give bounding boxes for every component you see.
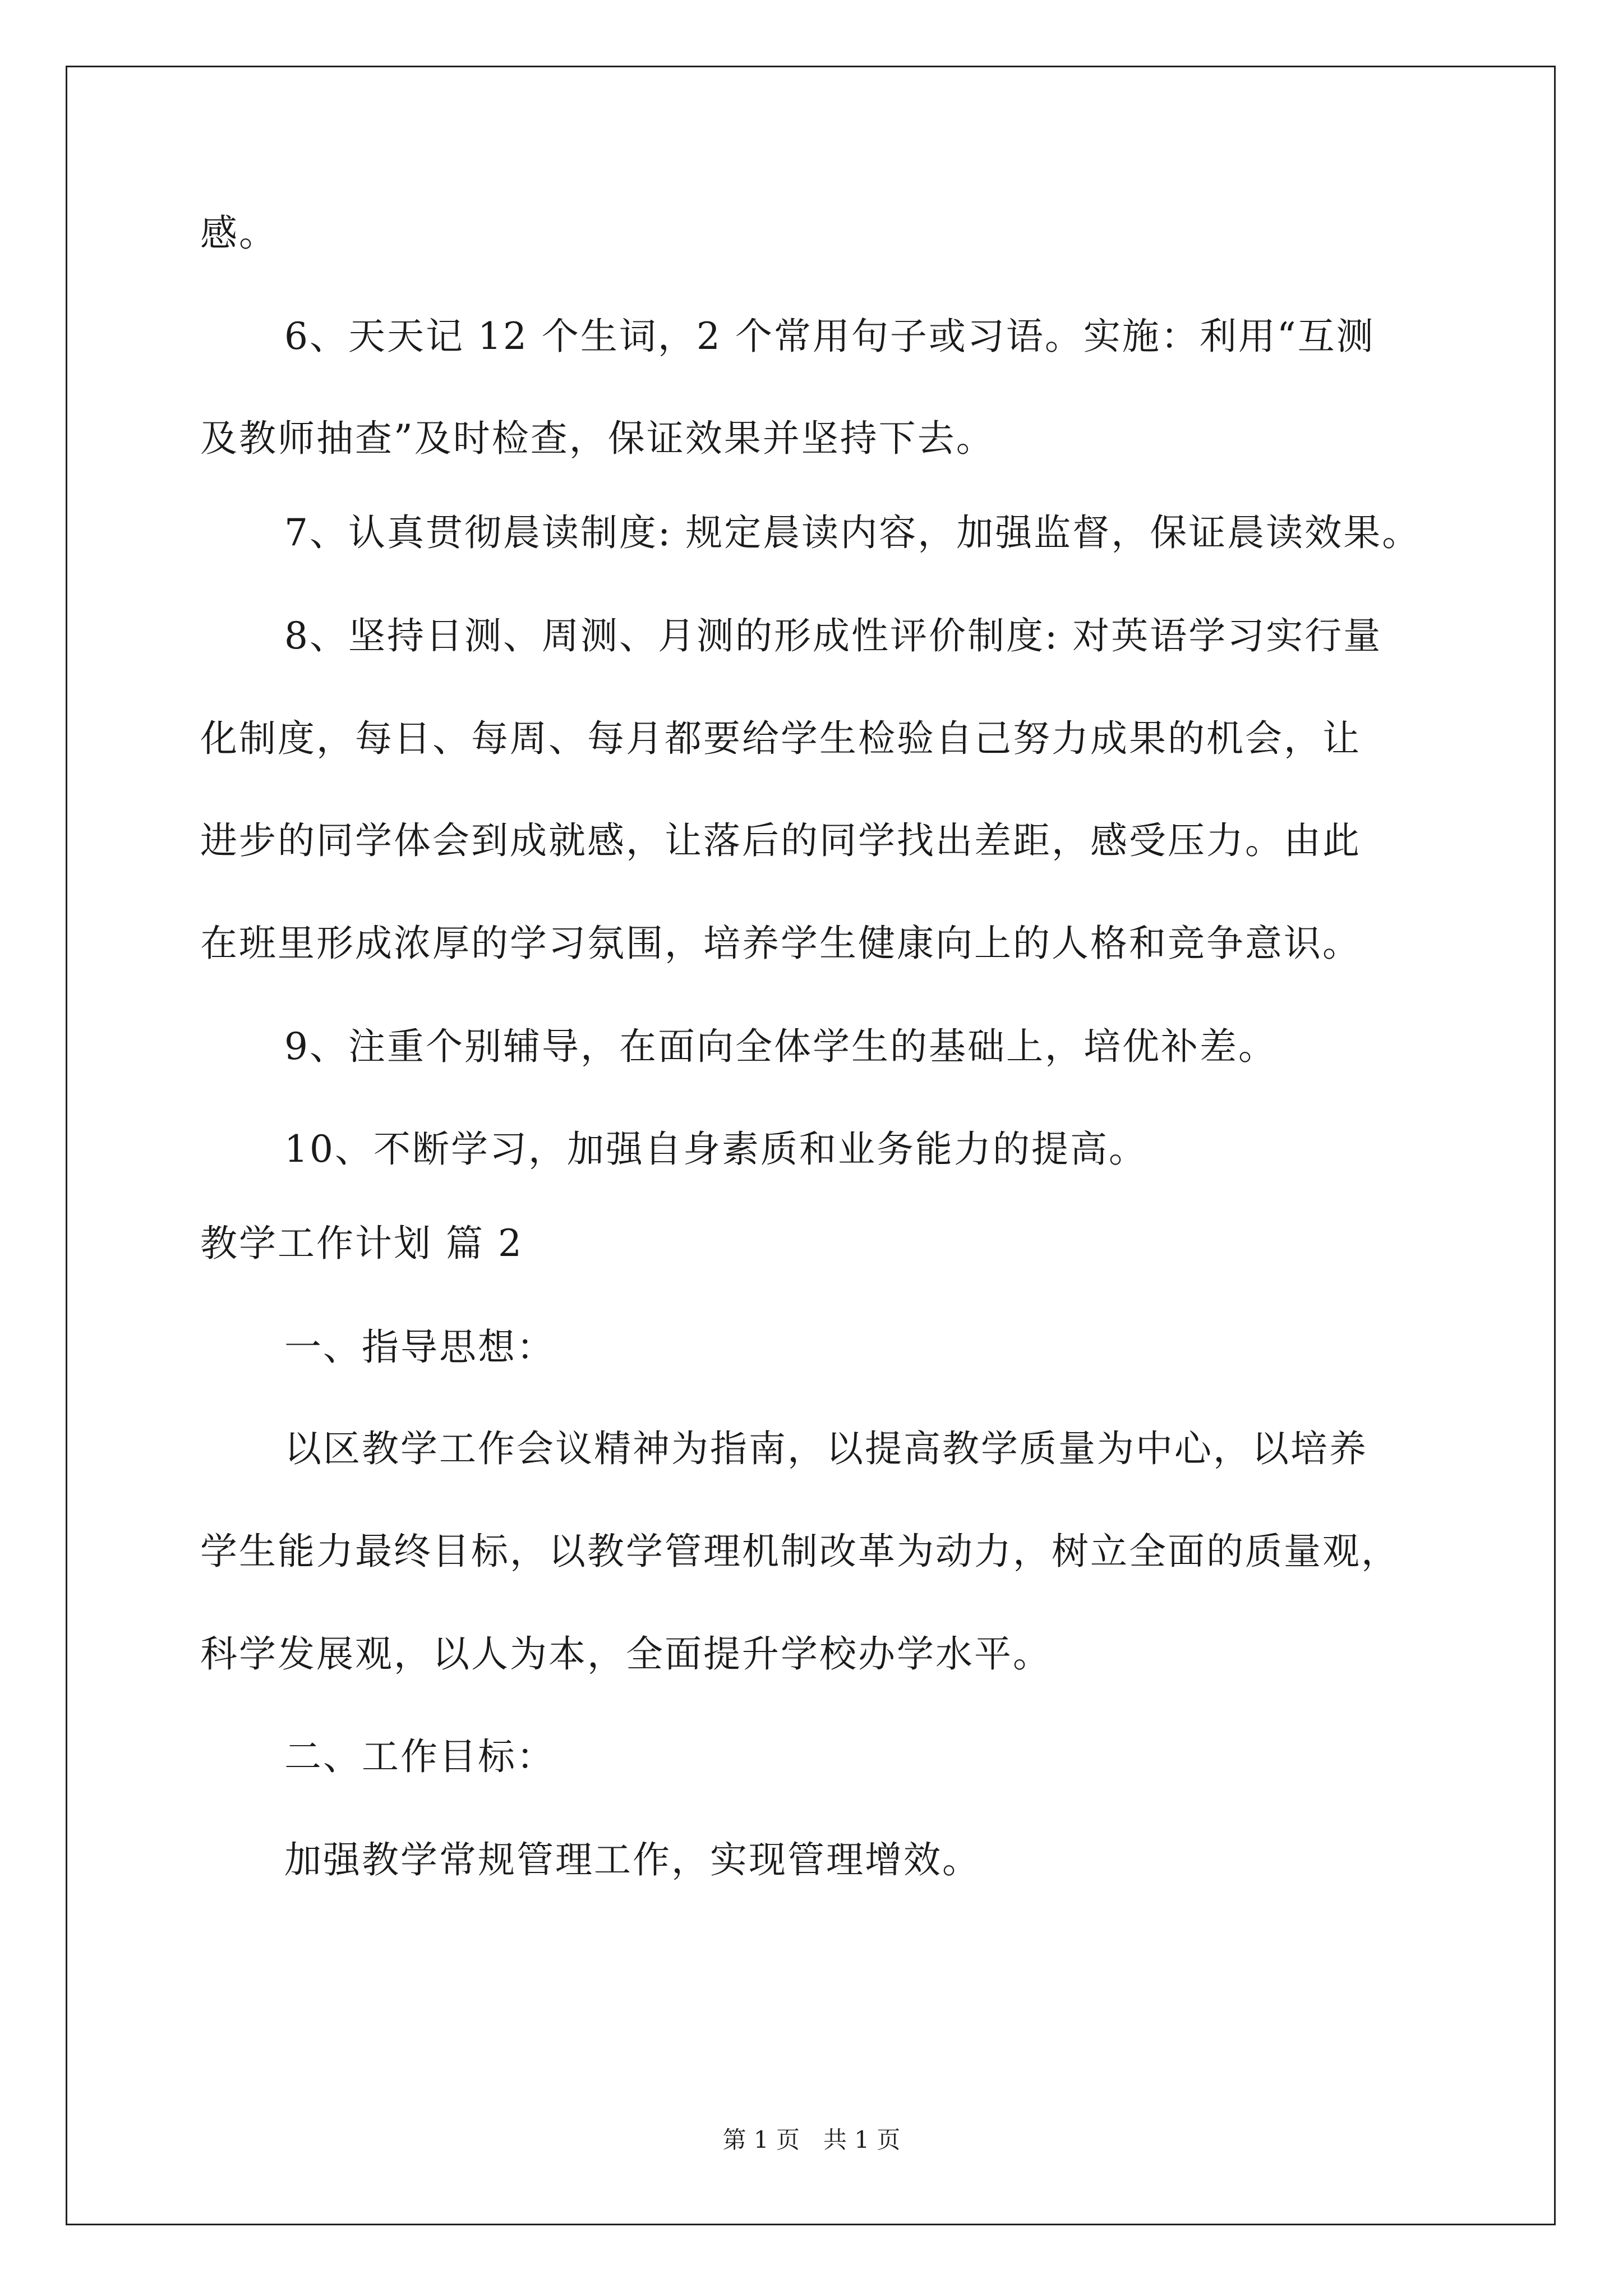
paragraph-line: 在班里形成浓厚的学习氛围，培养学生健康向上的人格和竞争意识。 [200,922,1361,965]
paragraph-line: 8、坚持日测、周测、月测的形成性评价制度: 对英语学习实行量 [284,614,1382,657]
paragraph-line: 以区教学工作会议精神为指南，以提高教学质量为中心，以培养 [284,1427,1368,1470]
paragraph-line: 9、注重个别辅导，在面向全体学生的基础上，培优补差。 [284,1025,1277,1068]
subheading: 二、工作目标： [284,1735,555,1778]
paragraph-line: 6、天天记 12 个生词，2 个常用句子或习语。实施：利用“互测 [284,315,1375,358]
paragraph-line: 感。 [200,211,278,255]
subheading: 一、指导思想： [284,1326,555,1369]
section-heading: 教学工作计划 篇 2 [200,1222,523,1265]
paragraph-line: 学生能力最终目标，以教学管理机制改革为动力，树立全面的质量观， [200,1530,1400,1573]
paragraph-line: 7、认真贯彻晨读制度: 规定晨读内容，加强监督，保证晨读效果。 [284,511,1421,554]
paragraph-line: 进步的同学体会到成就感，让落后的同学找出差距，感受压力。由此 [200,819,1361,862]
page-number: 第 1 页 共 1 页 [722,2126,901,2154]
paragraph-line: 加强教学常规管理工作，实现管理增效。 [284,1838,981,1881]
paragraph-line: 科学发展观，以人为本，全面提升学校办学水平。 [200,1632,1052,1676]
paragraph-line: 化制度，每日、每周、每月都要给学生检验自己努力成果的机会，让 [200,717,1361,760]
paragraph-line: 及教师抽查”及时检查，保证效果并坚持下去。 [200,417,995,460]
paragraph-line: 10、不断学习，加强自身素质和业务能力的提高。 [284,1128,1147,1171]
